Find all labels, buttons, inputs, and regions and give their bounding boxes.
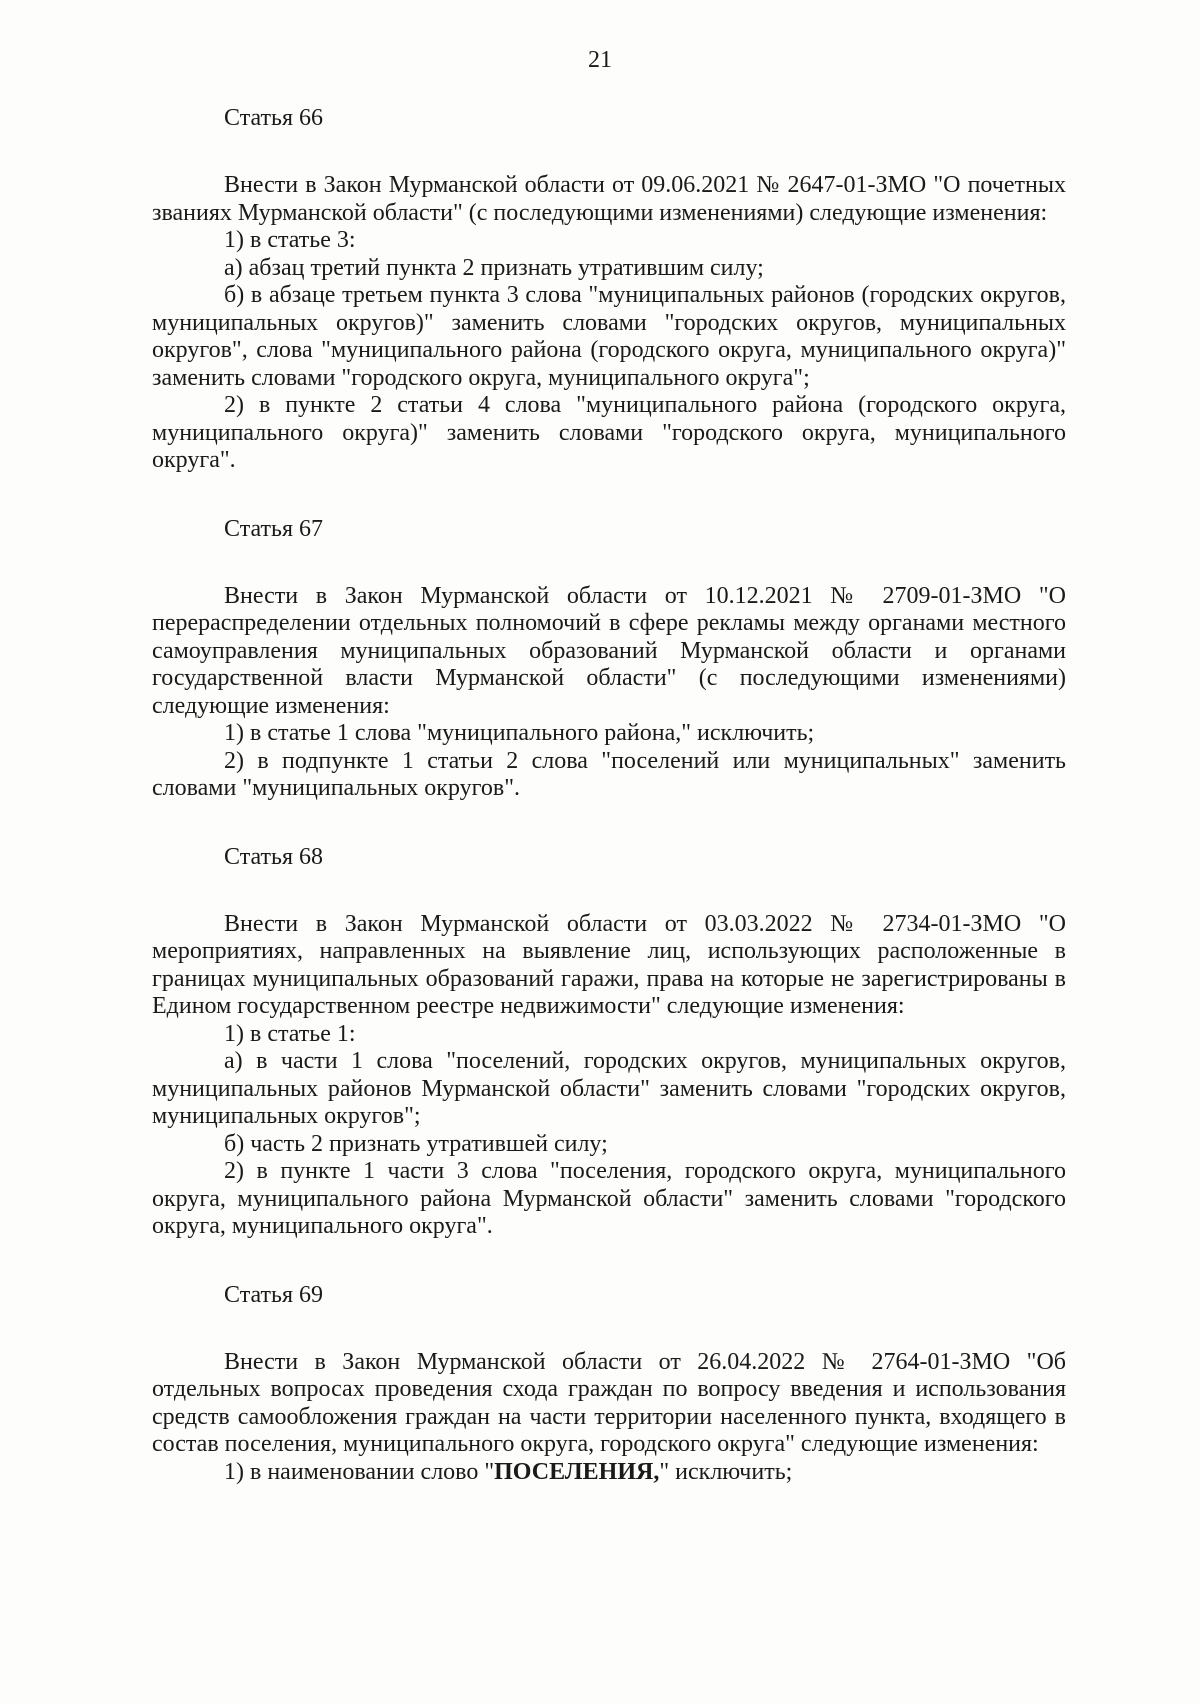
article-68 [152, 843, 1066, 1241]
article-paragraph: б) часть 2 признать утратившей силу; [224, 1130, 608, 1157]
article-heading: Статья 67 [224, 515, 323, 542]
amendment-suffix: " исключить; [659, 1458, 793, 1485]
amendment-bold-word: ПОСЕЛЕНИЯ, [494, 1458, 660, 1485]
article-69 [152, 1281, 1066, 1487]
article-paragraph: Внести в Закон Мурманской области от 03.03.2022 № 2734-01-ЗМО "О мероприятиях, направленных на выявление лиц, использующих расположенные в границах муниципальных образований гаражи, права на которые не зарегистрированы в Едином государственном реестре недвижимости" следующие изменения: [152, 910, 1066, 1019]
article-paragraph: 1) в статье 3: [224, 227, 356, 253]
article-paragraph: 2) в пункте 1 части 3 слова "поселения, городского округа, муниципального округа, муниципального района Мурманской области" заменить словами "городского округа, муниципального округа". [152, 1158, 1066, 1239]
article-paragraph: Внести в Закон Мурманской области от 10.12.2021 № 2709-01-ЗМО "О перераспределении отдельных полномочий в сфере рекламы между органами местного самоуправления муниципальных образований Мурманской области и органами государственной власти Мурманской области" (с последующими изменениями) следующие изменения: [152, 582, 1066, 719]
article-paragraph: 1) в статье 1: [224, 1020, 356, 1047]
article-paragraph: Внести в Закон Мурманской области от 09.06.2021 № 2647-01-ЗМО "О почетных званиях Мурманской области" (с последующими изменениями) следующие изменения: [152, 172, 1066, 226]
article-paragraph: а) в части 1 слова "поселений, городских округов, муниципальных округов, муниципальных районов Мурманской области" заменить словами "городских округов, муниципальных округов"; [152, 1048, 1066, 1129]
article-heading: Статья 69 [224, 1281, 323, 1308]
page-number: 21 [588, 47, 612, 73]
article-paragraph: 2) в подпункте 1 статьи 2 слова "поселений или муниципальных" заменить словами "муниципальных округов". [152, 747, 1066, 801]
article-paragraph-amendment [152, 1459, 1066, 1487]
article-paragraph: 2) в пункте 2 статьи 4 слова "муниципального района (городского округа, муниципального округа)" заменить словами "городского округа, муниципального округа". [152, 392, 1066, 473]
article-paragraph: а) абзац третий пункта 2 признать утратившим силу; [224, 254, 764, 281]
article-66 [152, 104, 1066, 475]
article-heading: Статья 68 [224, 843, 323, 870]
document-body [152, 104, 1066, 1486]
article-67 [152, 515, 1066, 803]
amendment-prefix: 1) в наименовании слово " [224, 1458, 495, 1485]
article-paragraph: 1) в статье 1 слова "муниципального района," исключить; [224, 720, 815, 746]
article-paragraph: б) в абзаце третьем пункта 3 слова "муниципальных районов (городских округов, муниципальных округов)" заменить словами "городских округов, муниципальных округов", слова "муниципального района (городского округа, муниципального округа)" заменить словами "городского округа, муниципального округа"; [152, 282, 1066, 391]
article-heading: Статья 66 [224, 105, 323, 131]
article-paragraph: Внести в Закон Мурманской области от 26.04.2022 № 2764-01-ЗМО "Об отдельных вопросах проведения схода граждан по вопросу введения и использования средств самообложения граждан на части территории населенного пункта, входящего в состав поселения, муниципального округа, городского округа" следующие изменения: [152, 1348, 1066, 1457]
